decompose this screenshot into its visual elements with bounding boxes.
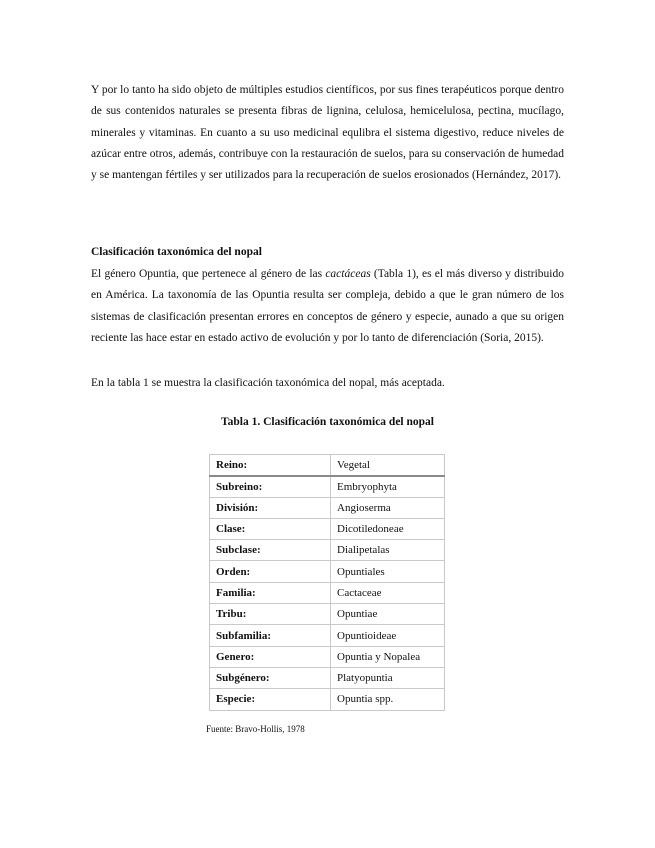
taxonomy-table xyxy=(209,454,445,711)
table-row xyxy=(210,540,445,561)
classification-italic-term: cactáceas xyxy=(325,268,371,280)
table-row-value: Opuntiales xyxy=(331,561,445,582)
table-row xyxy=(210,561,445,582)
table-row-key: Clase: xyxy=(210,518,331,539)
table-row xyxy=(210,518,445,539)
table-row xyxy=(210,625,445,646)
table-header-row xyxy=(210,455,445,476)
table-intro-paragraph: En la tabla 1 se muestra la clasificación taxonómica del nopal, más aceptada. xyxy=(91,377,445,389)
table-row-key: Subgénero: xyxy=(210,667,331,688)
table-row-key: Familia: xyxy=(210,582,331,603)
table-row-key: Tribu: xyxy=(210,604,331,625)
table-row-key: Subclase: xyxy=(210,540,331,561)
table-row xyxy=(210,582,445,603)
table-row-value: Cactaceae xyxy=(331,582,445,603)
table-row xyxy=(210,497,445,518)
table-row xyxy=(210,476,445,497)
table-row-key: Orden: xyxy=(210,561,331,582)
table-row-value: Dicotiledoneae xyxy=(331,518,445,539)
classification-paragraph xyxy=(91,264,564,349)
table-row-value: Opuntioideae xyxy=(331,625,445,646)
table-row-value: Angioserma xyxy=(331,497,445,518)
table-row-value: Dialipetalas xyxy=(331,540,445,561)
table-row-key: Genero: xyxy=(210,646,331,667)
table-row-value: Opuntia spp. xyxy=(331,689,445,710)
section-heading: Clasificación taxonómica del nopal xyxy=(91,246,262,258)
table-row xyxy=(210,604,445,625)
table-row-key: División: xyxy=(210,497,331,518)
table-row-value: Platyopuntia xyxy=(331,667,445,688)
table-row-key: Subreino: xyxy=(210,476,331,497)
table-row-key: Especie: xyxy=(210,689,331,710)
table-caption: Tabla 1. Clasificación taxonómica del nopal xyxy=(221,416,434,428)
classification-text-end: (Tabla 1), es el más diverso y distribuido en América. La taxonomía de las Opuntia resulta ser compleja, debido a que le gran número de los sistemas de clasificación presentan errores en conceptos de género y especie, aunado a que su origen reciente las hace estar en estado activo de evolución y por lo tanto de diferenciación (Soria, 2015). xyxy=(91,268,564,344)
table-row-key: Subfamilia: xyxy=(210,625,331,646)
table-row xyxy=(210,689,445,710)
table-row xyxy=(210,646,445,667)
intro-paragraph: Y por lo tanto ha sido objeto de múltiples estudios científicos, por sus fines terapéuticos porque dentro de sus contenidos naturales se presenta fibras de lignina, celulosa, hemicelulosa, pectina, mucílago, minerales y vitaminas. En cuanto a su uso medicinal equlibra el sistema digestivo, reduce niveles de azúcar entre otros, además, contribuye con la restauración de suelos, para su conservación de humedad y se mantengan fértiles y ser utilizados para la recuperación de suelos erosionados (Hernández, 2017). xyxy=(91,84,564,182)
table-source: Fuente: Bravo-Hollis, 1978 xyxy=(206,724,305,734)
table-header-value: Vegetal xyxy=(331,455,445,476)
table-row-value: Embryophyta xyxy=(331,476,445,497)
classification-text-start: El género Opuntia, que pertenece al género de las xyxy=(91,268,326,280)
table-row-value: Opuntia y Nopalea xyxy=(331,646,445,667)
table-row xyxy=(210,667,445,688)
table-row-value: Opuntiae xyxy=(331,604,445,625)
table-header-key: Reino: xyxy=(210,455,331,476)
